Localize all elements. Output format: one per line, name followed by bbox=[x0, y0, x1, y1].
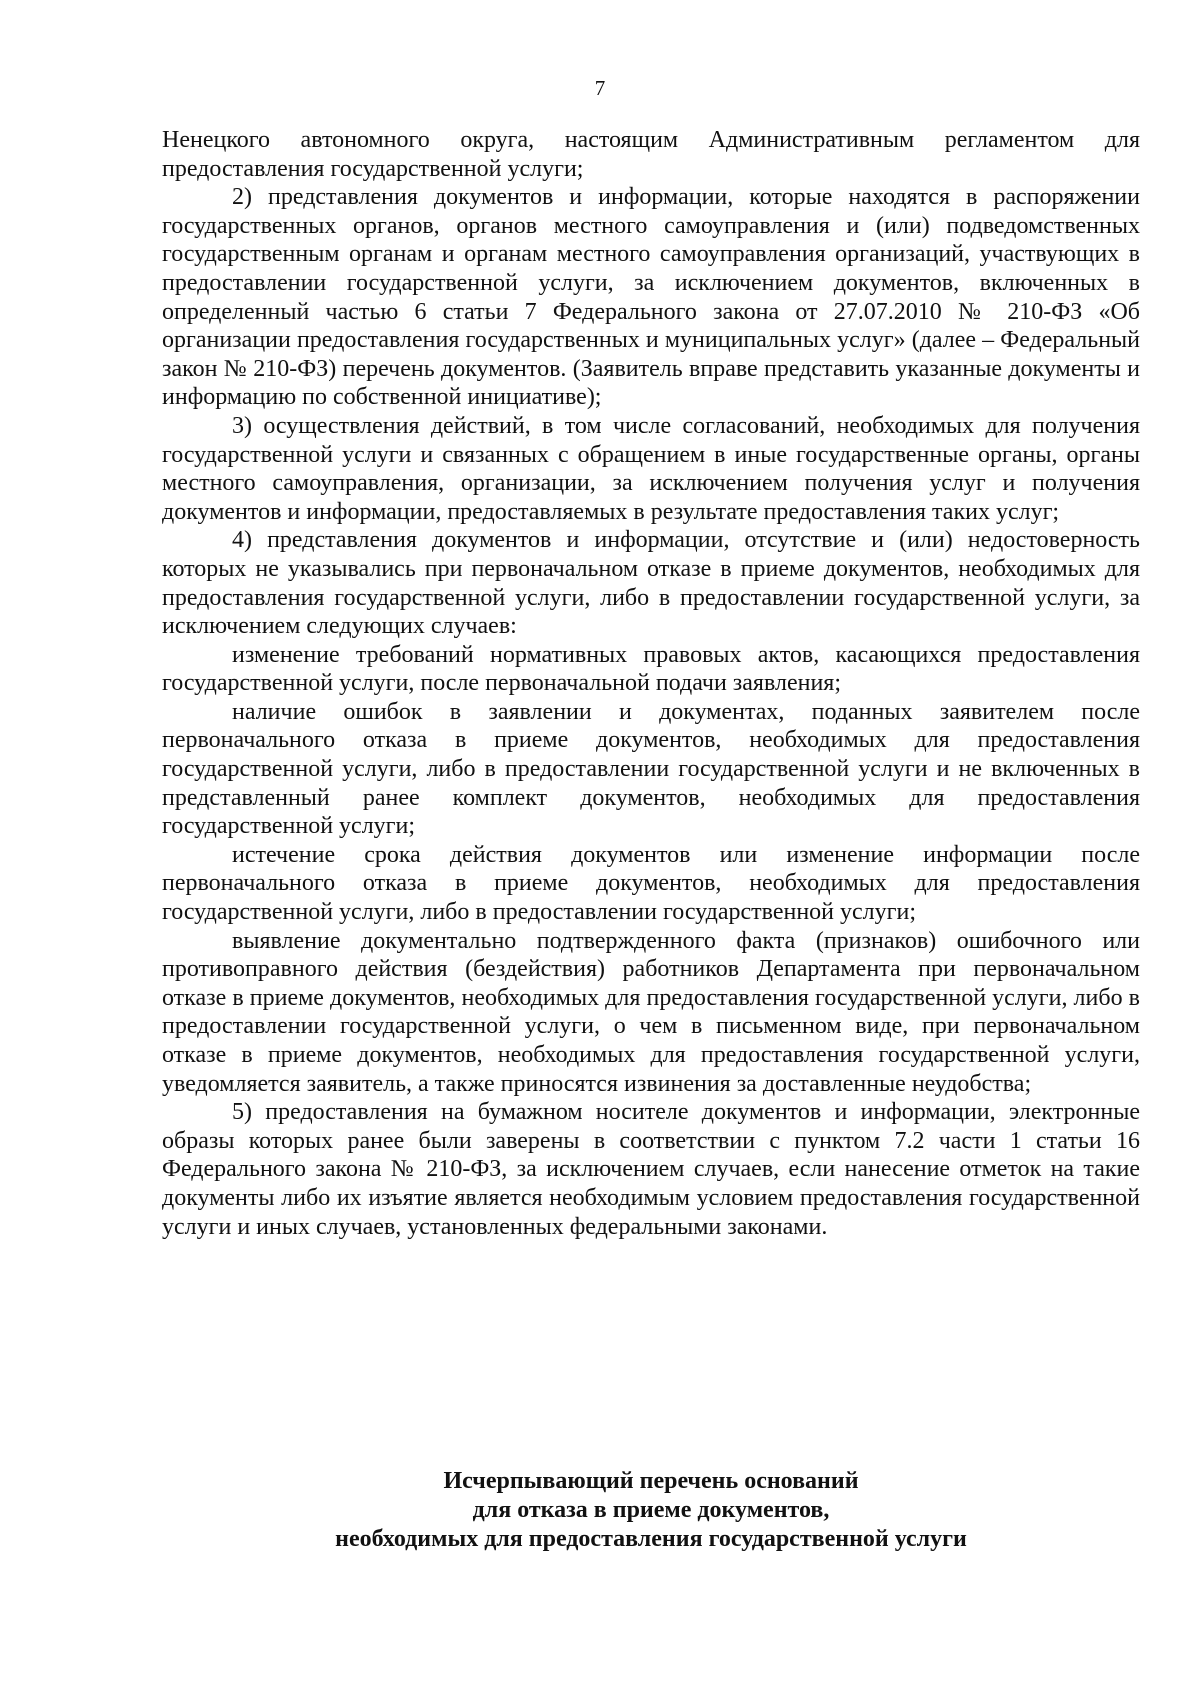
paragraph-exception-3: истечение срока действия документов или изменение информации после первоначального отказа в приеме документов, необходимых для предоставления государственной услуги, либо в предоставлении государственной услуги; bbox=[162, 841, 1140, 926]
paragraph-exception-2: наличие ошибок в заявлении и документах, поданных заявителем после первоначального отказа в приеме документов, необходимых для предоставления государственной услуги, либо в предоставлении государственной услуги и не включенных в представленный ранее комплект документов, необходимых для предоставления государственной услуги; bbox=[162, 698, 1140, 840]
paragraph-item-3: 3) осуществления действий, в том числе согласований, необходимых для получения государственной услуги и связанных с обращением в иные государственные органы, органы местного самоуправления, организации, за исключением получения услуг и получения документов и информации, предоставляемых в результате предоставления таких услуг; bbox=[162, 412, 1140, 525]
section-heading bbox=[162, 1467, 1140, 1554]
document-body bbox=[162, 126, 1140, 1241]
section-heading-line-1: Исчерпывающий перечень оснований bbox=[443, 1468, 859, 1494]
paragraph-exception-1: изменение требований нормативных правовых актов, касающихся предоставления государственной услуги, после первоначальной подачи заявления; bbox=[162, 641, 1140, 697]
paragraph-item-5: 5) предоставления на бумажном носителе документов и информации, электронные образы которых ранее были заверены в соответствии с пунктом 7.2 части 1 статьи 16 Федерального закона № 210-ФЗ, за исключением случаев, если нанесение отметок на такие документы либо их изъятие является необходимым условием предоставления государственной услуги и иных случаев, установленных федеральными законами. bbox=[162, 1099, 1140, 1240]
paragraph-exception-4: выявление документально подтвержденного факта (признаков) ошибочного или противоправного действия (бездействия) работников Департамента при первоначальном отказе в приеме документов, необходимых для предоставления государственной услуги, либо в предоставлении государственной услуги, о чем в письменном виде, при первоначальном отказе в приеме документов, необходимых для предоставления государственной услуги, уведомляется заявитель, а также приносятся извинения за доставленные неудобства; bbox=[162, 927, 1140, 1097]
paragraph-item-4: 4) представления документов и информации, отсутствие и (или) недостоверность которых не указывались при первоначальном отказе в приеме документов, необходимых для предоставления государственной услуги, либо в предоставлении государственной услуги, за исключением следующих случаев: bbox=[162, 527, 1140, 640]
paragraph-item-2: 2) представления документов и информации, которые находятся в распоряжении государственных органов, органов местного самоуправления и (или) подведомственных государственным органам и органам местного самоуправления организаций, участвующих в предоставлении государственной услуги, за исключением документов, включенных в определенный частью 6 статьи 7 Федерального закона от 27.07.2010 № 210-ФЗ «Об организации предоставления государственных и муниципальных услуг» (далее – Федеральный закон № 210-ФЗ) перечень документов. (Заявитель вправе представить указанные документы и информацию по собственной инициативе); bbox=[162, 184, 1140, 411]
page-number: 7 bbox=[594, 76, 606, 100]
section-heading-line-3: необходимых для предоставления государственной услуги bbox=[335, 1526, 967, 1552]
section-heading-line-2: для отказа в приеме документов, bbox=[472, 1497, 830, 1523]
paragraph-continuation: Ненецкого автономного округа, настоящим Административным регламентом для предоставления государственной услуги; bbox=[162, 127, 1140, 182]
